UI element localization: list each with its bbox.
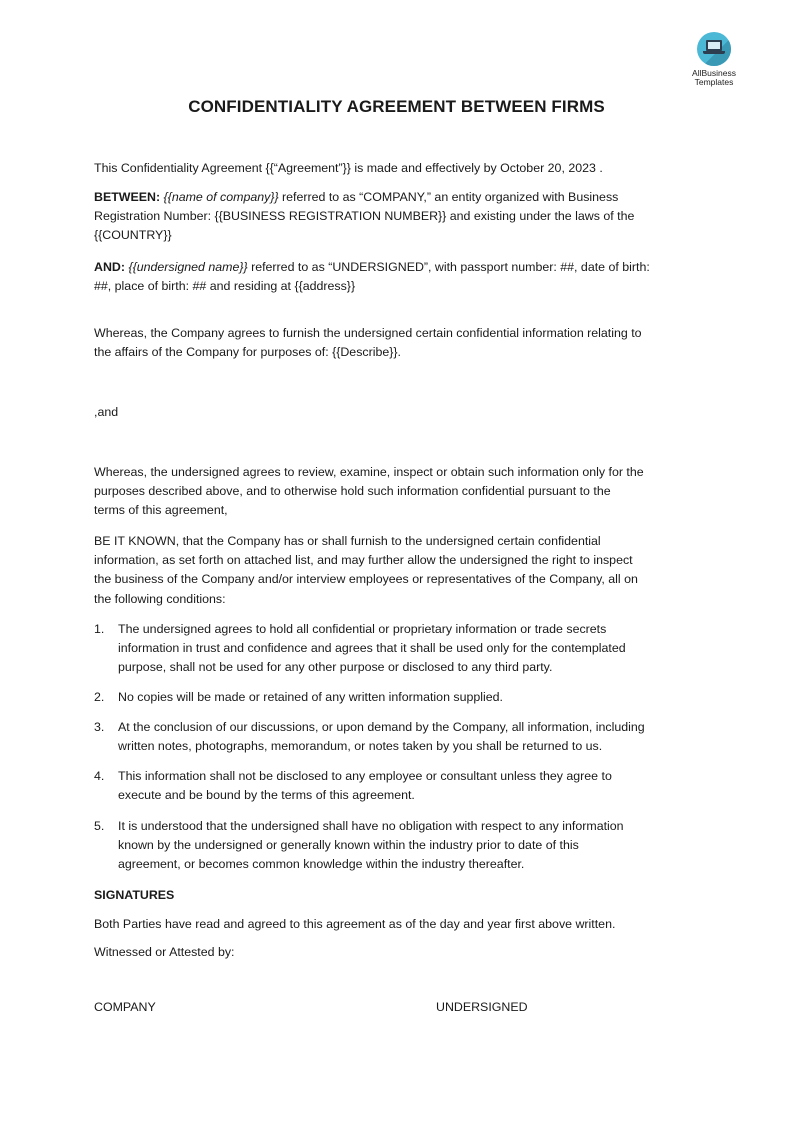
condition-item	[94, 767, 702, 805]
condition-line: At the conclusion of our discussions, or upon demand by the Company, all information, including	[118, 720, 645, 734]
and-label: AND:	[94, 260, 125, 274]
and-party-line-1: referred to as “UNDERSIGNED”, with passport number: ##, date of birth:	[247, 260, 650, 274]
whereas1-line-1: Whereas, the Company agrees to furnish the undersigned certain confidential information relating to	[94, 326, 642, 340]
and-party-line-2: ##, place of birth: ## and residing at {{address}}	[94, 279, 356, 294]
condition-text	[118, 767, 702, 805]
between-line-3: {{COUNTRY}}	[94, 228, 172, 243]
condition-line: The undersigned agrees to hold all confidential or proprietary information or trade secrets	[118, 622, 607, 636]
be-it-known-line-2: information, as set forth on attached list, and may further allow the undersigned the right to inspect	[94, 553, 633, 568]
be-it-known-line-3: the business of the Company and/or interview employees or representatives of the Company, all on	[94, 572, 638, 587]
between-paragraph	[94, 188, 702, 246]
between-line-1: referred to as “COMPANY,” an entity organized with Business	[278, 190, 619, 204]
be-it-known-paragraph	[94, 532, 702, 609]
condition-line: agreement, or becomes common knowledge within the industry thereafter.	[118, 857, 525, 872]
logo-line-2: Templates	[694, 77, 734, 87]
condition-line: information in trust and confidence and agrees that it shall be used only for the contemplated	[118, 641, 626, 656]
between-line-2: Registration Number: {{BUSINESS REGISTRATION NUMBER}} and existing under the laws of the	[94, 209, 635, 224]
whereas2-line-1: Whereas, the undersigned agrees to review, examine, inspect or obtain such information only for the	[94, 465, 644, 479]
condition-line: written notes, photographs, memorandum, or notes taken by you shall be returned to us.	[118, 739, 603, 754]
condition-item	[94, 620, 702, 678]
whereas1-line-2: the affairs of the Company for purposes of: {{Describe}}.	[94, 345, 401, 360]
condition-text	[118, 718, 702, 756]
condition-text	[118, 817, 702, 875]
witness-line: Witnessed or Attested by:	[94, 945, 235, 959]
and-party-paragraph	[94, 258, 702, 296]
condition-line: known by the undersigned or generally known within the industry prior to date of this	[118, 838, 579, 853]
condition-line: This information shall not be disclosed to any employee or consultant unless they agree to	[118, 769, 612, 783]
company-name-placeholder: {{name of company}}	[163, 190, 279, 204]
condition-number: 2.	[94, 690, 105, 704]
condition-number: 3.	[94, 720, 105, 734]
agreement-date: October 20, 2023	[500, 161, 596, 175]
signatures-statement: Both Parties have read and agreed to this agreement as of the day and year first above written.	[94, 917, 616, 931]
condition-item	[94, 688, 702, 707]
signatures-heading: SIGNATURES	[94, 888, 175, 902]
condition-number: 4.	[94, 769, 105, 783]
condition-line: purpose, shall not be used for any other purpose or disclosed to any third party.	[118, 660, 553, 675]
be-it-known-line-4: the following conditions:	[94, 591, 226, 606]
undersigned-name-placeholder: {{undersigned name}}	[128, 260, 248, 274]
condition-item	[94, 718, 702, 756]
intro-suffix: .	[595, 161, 603, 175]
whereas2-line-3: terms of this agreement,	[94, 503, 228, 518]
undersigned-signature-label: UNDERSIGNED	[436, 1000, 528, 1014]
condition-item	[94, 817, 702, 875]
whereas-paragraph-2	[94, 463, 702, 521]
condition-number: 5.	[94, 819, 105, 833]
and-text: ,and	[94, 405, 119, 419]
between-label: BETWEEN:	[94, 190, 161, 204]
condition-line: No copies will be made or retained of any written information supplied.	[118, 690, 503, 704]
be-it-known-line-1: BE IT KNOWN, that the Company has or shall furnish to the undersigned certain confidential	[94, 534, 601, 548]
whereas2-line-2: purposes described above, and to otherwise hold such information confidential pursuant to the	[94, 484, 611, 499]
condition-text	[118, 620, 702, 678]
intro-prefix: This Confidentiality Agreement {{“Agreement”}} is made and effectively by	[94, 161, 501, 175]
logo-text	[683, 69, 745, 87]
condition-number: 1.	[94, 622, 105, 636]
condition-text	[118, 688, 702, 707]
company-signature-label: COMPANY	[94, 1000, 156, 1014]
logo-line-1: AllBusiness	[692, 68, 736, 78]
allbusiness-templates-logo	[683, 32, 745, 87]
intro-paragraph	[94, 159, 702, 178]
document-title: CONFIDENTIALITY AGREEMENT BETWEEN FIRMS	[188, 97, 605, 116]
condition-line: execute and be bound by the terms of this agreement.	[118, 788, 415, 803]
whereas-paragraph-1	[94, 324, 702, 362]
laptop-icon	[697, 32, 731, 66]
condition-line: It is understood that the undersigned shall have no obligation with respect to any information	[118, 819, 624, 833]
